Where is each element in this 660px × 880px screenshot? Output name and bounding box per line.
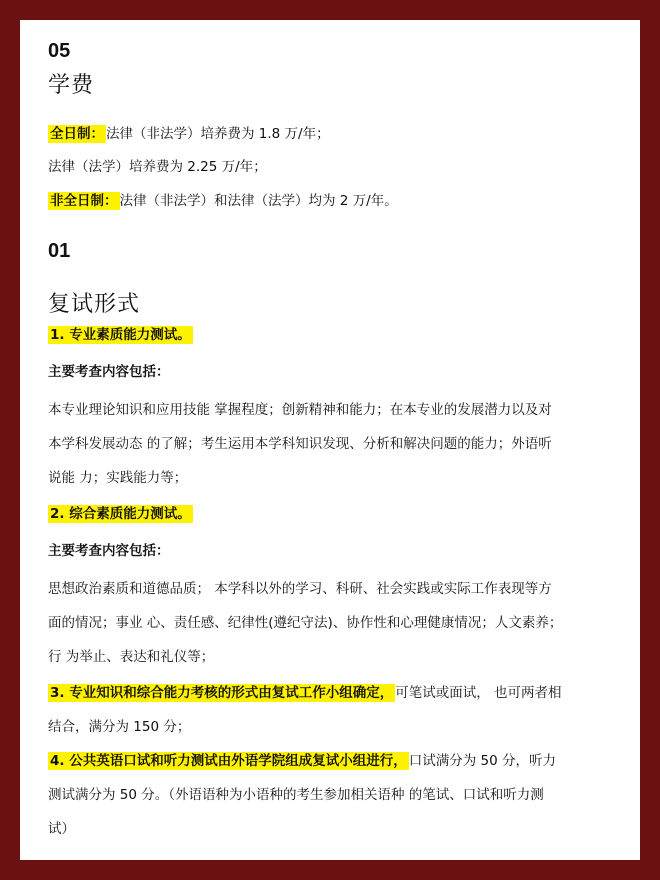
item2-paragraph (48, 572, 616, 674)
item3-paragraph (48, 676, 616, 744)
item4-line (48, 744, 616, 778)
item2-line: 面的情况；事业 心、责任感、纪律性(遵纪守法)、协作性和心理健康情况；人文素养； (48, 615, 563, 631)
section-title-tuition: 学费 (48, 73, 95, 98)
parttime-fee-text: 法律（非法学）和法律（法学）均为 2 万/年。 (119, 193, 398, 209)
section-number-05: 05 (48, 40, 71, 62)
item2-title-line (48, 502, 620, 526)
law-fee-line: 法律（法学）培养费为 2.25 万/年； (48, 159, 267, 175)
item1-line: 本专业理论知识和应用技能 掌握程度；创新精神和能力；在本专业的发展潜力以及对 (48, 402, 552, 418)
section-title-retest-format: 复试形式 (48, 292, 141, 317)
document-page (20, 20, 640, 860)
item1-line: 本学科发展动态 的了解；考生运用本学科知识发现、分析和解决问题的能力；外语听 (48, 436, 552, 452)
item3-rest: 可笔试或面试， 也可两者相 (395, 685, 562, 701)
parttime-fee-line (48, 189, 620, 213)
fulltime-fee-line (48, 122, 620, 146)
item4-paragraph (48, 744, 616, 846)
section-number-01: 01 (48, 240, 71, 262)
item4-highlight: 4. 公共英语口试和听力测试由外语学院组成复试小组进行， (50, 753, 407, 769)
item2-title: 2. 综合素质能力测试。 (50, 506, 191, 522)
item1-subheading: 主要考查内容包括： (48, 364, 170, 380)
item3-line (48, 676, 616, 710)
item3-line: 结合，满分为 150 分； (48, 719, 191, 735)
item2-line: 行 为举止、表达和礼仪等； (48, 649, 215, 665)
item2-subheading: 主要考查内容包括： (48, 543, 170, 559)
item2-line: 思想政治素质和道德品质； 本学科以外的学习、科研、社会实践或实际工作表现等方 (48, 581, 552, 597)
item1-line: 说能 力；实践能力等； (48, 470, 188, 486)
item4-line: 测试满分为 50 分。（外语语种为小语种的考生参加相关语种 的笔试、口试和听力测 (48, 787, 544, 803)
item1-title-line (48, 323, 620, 347)
parttime-label: 非全日制： (50, 193, 118, 209)
fulltime-label: 全日制： (50, 126, 104, 142)
fulltime-fee-text: 法律（非法学）培养费为 1.8 万/年； (106, 126, 330, 142)
item1-paragraph (48, 393, 616, 495)
item1-title: 1. 专业素质能力测试。 (50, 327, 191, 343)
item4-line: 试） (48, 821, 75, 837)
item4-rest: 口试满分为 50 分，听力 (408, 753, 556, 769)
item3-highlight: 3. 专业知识和综合能力考核的形式由复试工作小组确定， (50, 685, 394, 701)
